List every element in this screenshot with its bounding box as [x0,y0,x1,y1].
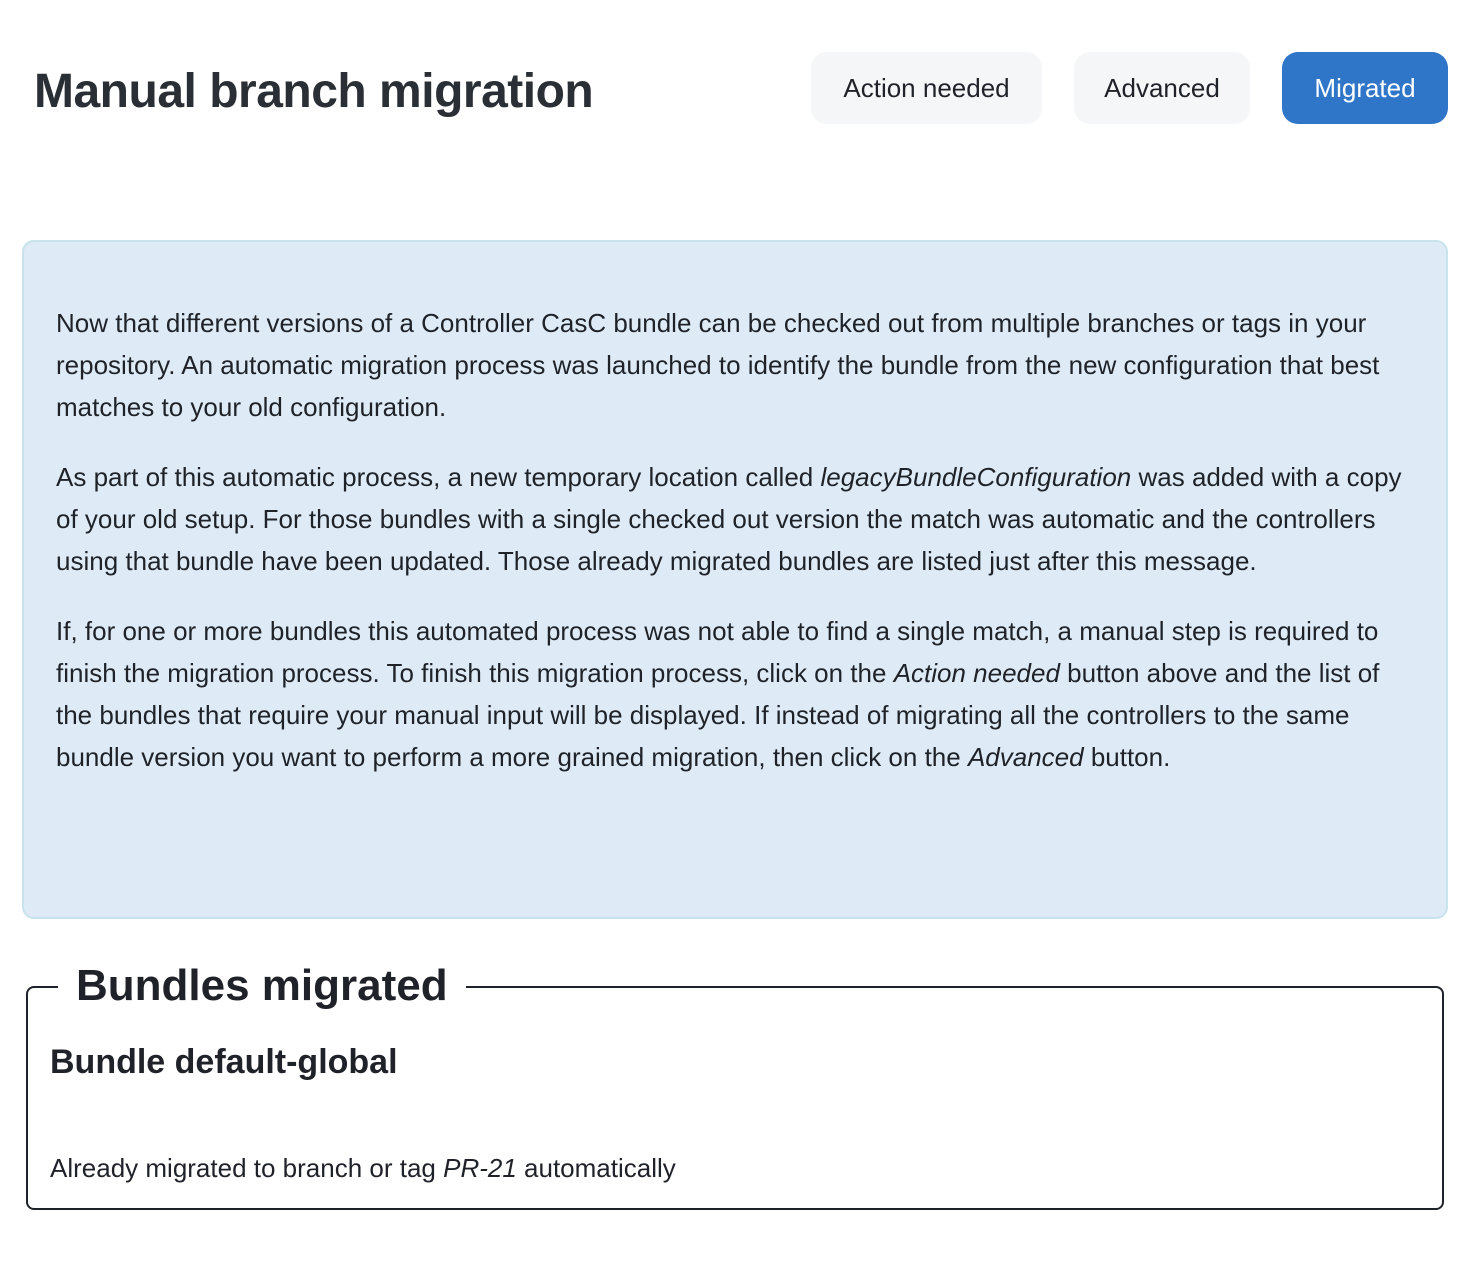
notice-paragraph-2: As part of this automatic process, a new temporary location called legacyBundleConfiguration was added with a copy of your old setup. For those bundles with a single checked out version the match was automatic and the controllers using that bundle have been updated. Those already migrated bundles are listed just after this message. [56,462,1402,576]
bundle-migration-status: Already migrated to branch or tag PR-21 automatically [50,1153,676,1183]
branch-tag-ref: PR-21 [443,1153,517,1183]
info-notice [22,240,1448,919]
migrated-button[interactable]: Migrated [1282,52,1448,124]
notice-paragraph-3: If, for one or more bundles this automated process was not able to find a single match, a manual step is required to finish the migration process. To finish this migration process, click on the Action needed button above and the list of the bundles that require your manual input will be displayed. If instead of migrating all the controllers to the same bundle version you want to perform a more grained migration, then click on the Advanced button. [56,616,1380,772]
action-needed-reference: Action needed [893,658,1060,688]
bundles-migrated-legend: Bundles migrated [58,956,466,1016]
action-needed-button[interactable]: Action needed [811,52,1042,124]
page-header [0,0,1482,180]
bundle-title: Bundle default-global [50,1043,398,1081]
advanced-button[interactable]: Advanced [1074,52,1250,124]
advanced-reference: Advanced [967,742,1084,772]
legacy-location-name: legacyBundleConfiguration [820,462,1132,492]
bundles-migrated-fieldset [26,961,1444,1210]
page-title: Manual branch migration [34,65,594,118]
notice-paragraph-1: Now that different versions of a Controller CasC bundle can be checked out from multiple branches or tags in your repository. An automatic migration process was launched to identify the bundle from the new configuration that best matches to your old configuration. [56,308,1380,422]
